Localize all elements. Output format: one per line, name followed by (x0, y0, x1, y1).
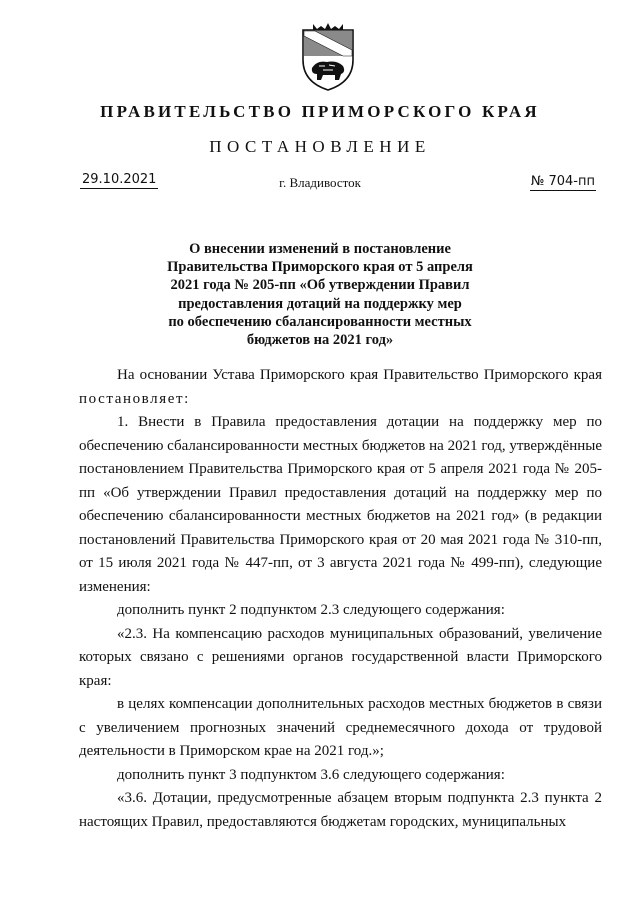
coat-of-arms-emblem (299, 20, 357, 92)
body-paragraph-add-3-6: дополнить пункт 3 подпунктом 3.6 следующего содержания: (117, 766, 505, 783)
body-paragraph-2-3-text: «2.3. На компенсацию расходов муниципальных образований, увеличение которых связано с решениями органов государственной власти Приморского края: (79, 625, 602, 689)
document-date: 29.10.2021 (82, 172, 157, 187)
basis-colon: : (184, 390, 189, 407)
document-subject (150, 240, 490, 349)
document-type: ПОСТАНОВЛЕНИЕ (209, 137, 431, 156)
subject-line: 2021 года № 205-пп «Об утверждении Правил (170, 277, 470, 294)
document-number: № 704-пп (530, 174, 595, 189)
body-paragraph-compensation: в целях компенсации дополнительных расходов местных бюджетов в связи с увеличением прогнозных значений среднемесячного дохода от трудовой деятельности в Приморском крае на 2021 год.»; (79, 696, 602, 759)
subject-line: О внесении изменений в постановление (189, 241, 451, 257)
body-paragraph-basis (79, 364, 602, 411)
document-city: г. Владивосток (279, 175, 361, 190)
body-paragraph-item-1: 1. Внести в Правила предоставления дотации на поддержку мер по обеспечению сбалансированности местных бюджетов на 2021 год, утверждённые постановлением Правительства Приморского края от 5 апреля 2021 года № 205-пп «Об утверждении Правил предоставления дотаций на поддержку мер по обеспечению сбалансированности местных бюджетов на 2021 год» (в редакции постановлений Правительства Приморского края от 20 мая 2021 года № 310-пп, от 15 июля 2021 года № 447-пп, от 3 августа 2021 года № 499-пп), следующие изменения: (79, 414, 602, 595)
subject-line: Правительства Приморского края от 5 апреля (167, 259, 473, 276)
government-title: ПРАВИТЕЛЬСТВО ПРИМОРСКОГО КРАЯ (100, 102, 540, 121)
subject-line: бюджетов на 2021 год» (246, 332, 394, 349)
resolves-word: постановляет (79, 390, 185, 407)
subject-line: предоставления дотаций на поддержку мер (178, 295, 462, 312)
basis-text: На основании Устава Приморского края Правительство Приморского края (117, 367, 602, 383)
document-body (79, 364, 602, 834)
body-paragraph-add-2-3: дополнить пункт 2 подпунктом 2.3 следующего содержания: (117, 602, 505, 618)
subject-line: по обеспечению сбалансированности местных (168, 313, 472, 330)
body-paragraph-3-6-text: «3.6. Дотации, предусмотренные абзацем вторым подпункта 2.3 пункта 2 настоящих Правил, предоставляются бюджетам городских, муниципальных (79, 790, 602, 830)
